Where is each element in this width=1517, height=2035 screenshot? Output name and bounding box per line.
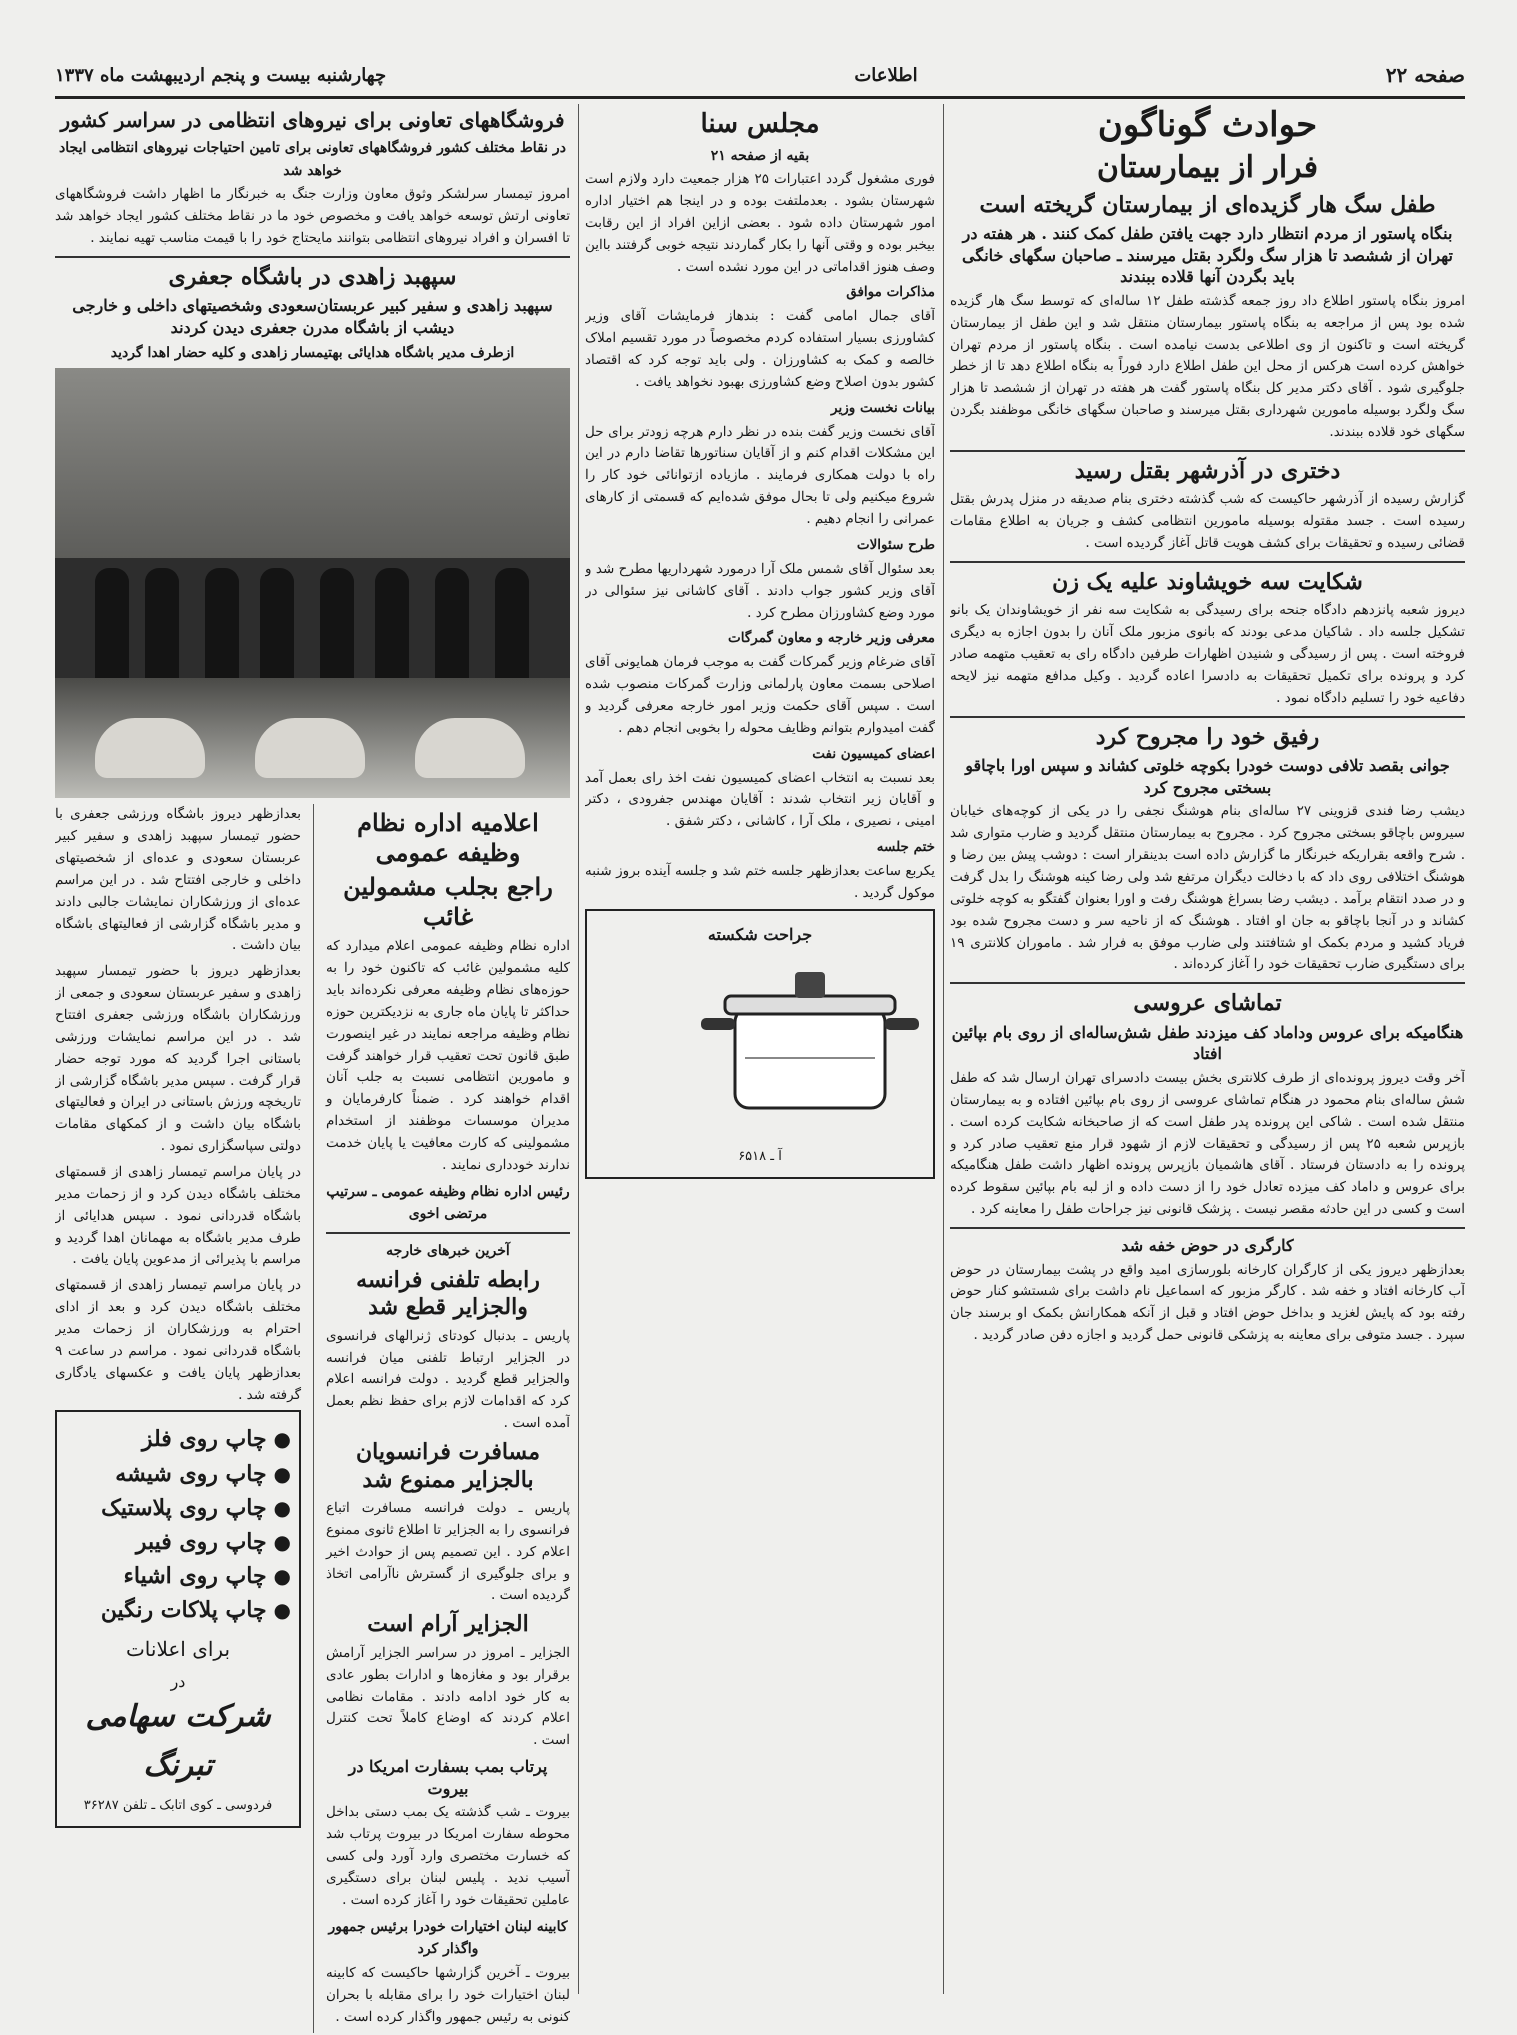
divider xyxy=(950,1227,1465,1229)
ad-address: فردوسی ـ کوی اتابک ـ تلفن ۳۶۲۸۷ xyxy=(83,1797,273,1813)
headline-notice: اعلامیه اداره نظام وظیفه عمومی xyxy=(357,808,539,868)
article-body: پاریس ـ دولت فرانسه مسافرت اتباع فرانسوی را به الجزایر تا اطلاع ثانوی ممنوع اعلام کرد . این تصمیم پس از حوادث اخیر و برای جلوگیری از گسترش ناآرامی اتخاذ گردیده است . xyxy=(325,1500,570,1604)
article-body: بعدازظهر دیروز یکی از کارگران کارخانه بلورسازی امید واقع در پشت بیمارستان در حوض آب کارخانه افتاد و خفه شد . کارگر مزبور که اسماعیل نام داشت برای شستشو کنار حوض رفته بود که پایش لغزید و بداخل حوض افتاد و قبل از آنکه همکارانش بکمک او برسند جان سپرد . جسد متوفی برای معاینه به پزشکی قانونی حمل گردید و اجازه دفن صادر گردید . xyxy=(950,1261,1465,1344)
newspaper-name: اطلاعات xyxy=(854,64,918,86)
headline-wedding: تماشای عروسی xyxy=(1133,990,1282,1017)
club-photo xyxy=(55,368,570,798)
divider xyxy=(326,1232,570,1234)
article-body: امروز تیمسار سرلشکر وثوق معاون وزارت جنگ به خبرنگار ما اظهار داشت فروشگاههای تعاونی ارتش توسعه خواهد یافت و مخصوص خود ما در نقاط مختلف کشور ایجاد خواهد شد تا افسران و افراد نیروهای انتظامی بتوانند مایحتاج خود را با قیمت مناسب تهیه نمایند . xyxy=(55,186,570,247)
article-body: دیشب رضا فندی قزوینی ۲۷ ساله‌ای بنام هوشنگ نجفی را در یکی از کوچه‌های خیابان سیروس باچاقو بسختی مجروح کرد . مجروح به بیمارستان منتقل گردید و ضارب متواری شد . شرح واقعه بقراریکه خبرنگار ما گزارش داده است بدینقرار است : دوشب پیش بین رضا و هوشنگ اختلافی روی داد که با دخالت دیگران مرتفع شد ولی رضا کینه هوشنگ را بدل گرفت و در صدد انتقام برآمد . دیشب رضا بسراغ هوشنگ رفت و اورا بعنوان گفتگو به کوچه خلوتی کشاند و در آنجا باچاقو به جان او افتاد . هوشنگ که از ناحیه سر و دست مجروح شده بود فریاد کشید و مردم بکمک او شتافتند ولی ضارب موفق به فرار شد . ماموران کلانتری ۱۹ برای دستگیری ضارب تحقیقات خود را آغاز کرده‌اند . xyxy=(950,803,1465,973)
foreign-news-label: آخرین خبرهای خارجه xyxy=(386,1243,510,1260)
headline-sub: سپهبد زاهدی و سفیر کبیر عربستان‌سعودی وشخصیتهای داخلی و خارجی دیشب از باشگاه مدرن جعفری دیدن کردند xyxy=(72,296,553,338)
signature: رئیس اداره نظام وظیفه عمومی ـ سرتیپ مرتضی اخوی xyxy=(326,1183,570,1223)
ad-in: در xyxy=(170,1672,186,1692)
headline-coop: فروشگاههای تعاونی برای نیروهای انتظامی در سراسر کشور xyxy=(60,108,565,132)
article-body: بیروت ـ شب گذشته یک بمب دستی بداخل محوطه سفارت امریکا در بیروت پرتاب شد که خسارت مختصری وارد آورد ولی کسی آسیب ندید . پلیس لبنان برای دستگیری عاملین تحقیقات خود را آغاز کرده است . xyxy=(325,1804,570,1908)
column-incidents xyxy=(950,104,1465,1351)
subhead: معرفی وزیر خارجه و معاون گمرگات xyxy=(728,630,935,647)
article-body: بعدازظهر دیروز با حضور تیمسار سپهبد زاهدی و سفیر عربستان سعودی و جمعی از ورزشکاران باشگاه ورزشی جعفری افتتاح شد . در این مراسم نمایشات ورزشی باستانی اجرا گردید که مورد توجه حضار قرار گرفت . سپس مدیر باشگاه گزارشی از تاریخچه ورزش باستانی در ایران و فعالیتهای باشگاه بیان داشت و از کمکهای مقامات دولتی سپاسگزاری نمود . xyxy=(55,963,301,1155)
ad-item: ● چاپ پلاکات رنگین xyxy=(100,1596,291,1623)
ad-for: برای اعلانات xyxy=(125,1637,231,1662)
ad-brand: شرکت سهامی تبرنگ xyxy=(85,1699,271,1784)
column-senate xyxy=(585,104,935,1183)
subhead: ختم جلسه xyxy=(876,839,935,856)
article-body: اداره نظام وظیفه عمومی اعلام میدارد که کلیه مشمولین غائب که تاکنون خود را به حوزه‌های نظام وظیفه معرفی نکرده‌اند باید حداکثر تا پایان ماه جاری به نزدیکترین حوزه نظام وظیفه مراجعه نمایند در غیر اینصورت طبق قانون تحت تعقیب قرار خواهند گرفت و مامورین انتظامی نسبت به جلب آنان اقدام خواهند کرد . ضمناً کارفرمایان و مدیران موسسات موظفند از استخدام مشمولینی که کارت معافیت یا پایان خدمت ندارند خودداری نمایند . xyxy=(325,938,570,1173)
divider xyxy=(950,450,1465,452)
headline-travel: مسافرت فرانسویان بالجزایر ممنوع شد xyxy=(355,1439,540,1493)
article-body: الجزایر ـ امروز در سراسر الجزایر آرامش برقرار بود و مغازه‌ها و ادارات بطور عادی به کار خود ادامه دادند . مقامات نظامی اعلام کردند که اوضاع کاملاً تحت کنترل است . xyxy=(325,1644,570,1749)
ad-item: ● چاپ روی فلز xyxy=(141,1426,291,1453)
masthead-rule xyxy=(55,96,1465,99)
ad-list xyxy=(65,1422,291,1627)
article-body: بیروت ـ آخرین گزارشها حاکیست که کابینه لبنان اختیارات خود را برای مقابله با بحران کنونی به رئیس جمهور واگذار کرده است . xyxy=(325,1964,570,2025)
headline-deck: بنگاه پاستور از مردم انتظار دارد جهت یافتن طفل کمک کنند . هر هفته در تهران از ششصد تا هزار سگ ولگرد بقتل میرسند ـ صاحبان سگهای خانگی باید بگردن آنها قلاده ببندند xyxy=(962,224,1453,287)
column-left xyxy=(55,104,570,2033)
sub-column-left xyxy=(55,804,301,2032)
divider xyxy=(55,256,570,258)
pressure-cooker-ad xyxy=(585,909,935,1180)
section-title: مجلس سنا xyxy=(700,109,820,139)
headline-note: ازطرف مدیر باشگاه هدایائی بهتیمسار زاهدی و کلیه حضار اهدا گردید xyxy=(110,344,515,361)
subhead: مذاکرات موافق xyxy=(846,284,935,301)
ad-item: ● چاپ روی اشیاء xyxy=(123,1562,291,1589)
ad-code: آ ـ ۶۵۱۸ xyxy=(738,1149,782,1165)
headline-sub: هنگامیکه برای عروس وداماد کف میزدند طفل شش‌ساله‌ای از روی بام بپائین افتاد xyxy=(951,1022,1464,1064)
article-body: دیروز شعبه پانزدهم دادگاه جنحه برای رسیدگی به شکایت سه نفر از خویشاوندان یک بانو تشکیل جلسه داد . شاکیان مدعی بودند که بانوی مزبور ملک آنان را بدون اجازه به دیگری فروخته است . پس از رسیدگی و شنیدن اظهارات طرفین دادگاه رای به تعقیب متهمه صادر کرد و پرونده برای تکمیل تحقیقات به دادسرا اعاده گردید . وکیل مدافع متهمه نیز لایحه دفاعیه خود را تسلیم دادگاه نمود . xyxy=(950,602,1465,706)
column-rule xyxy=(578,104,579,1994)
article-body: در پایان مراسم تیمسار زاهدی از قسمتهای مختلف باشگاه دیدن کرد و از زحمات مدیر باشگاه قدردانی نمود . سپس هدایائی از طرف مدیر باشگاه به مهمانان اهدا گردید و مراسم با پذیرائی از مدعوین پایان یافت . xyxy=(55,1164,301,1268)
article-body: فوری مشغول گردد اعتبارات ۲۵ هزار جمعیت دارد ولازم است شهرستان بشود . بعدملتفت بوده و در اینجا هم اختیار اداره امور شهرستان داده شود . بعضی ازاین افراد از این رقابت بیخبر بوده و وقتی آنها را بکار گماردند نتیجه خوبی گرفتند بااین وصف هنوز اقداماتی در این مورد نشده است . xyxy=(585,171,935,275)
pressure-cooker-icon xyxy=(695,958,925,1128)
headline-sub: جوانی بقصد تلافی دوست خودرا بکوچه خلوتی کشاند و سپس اورا باچاقو بسختی مجروح کرد xyxy=(965,756,1450,797)
article-body: امروز بنگاه پاستور اطلاع داد روز جمعه گذشته طفل ۱۲ ساله‌ای که توسط سگ هار گزیده شده بود پس از مراجعه به بنگاه پاستور بیمارستان منتقل شد و این طفل از بیمارستان گریخته است و تاکنون از وی اطلاعی بدست نیامده است . بنگاه پاستور از مردم تهران خواهش کرده است هرکس از محل این طفل اطلاع دارد فوراً به بنگاه اطلاع دهد تا از خطر جلوگیری شود . آقای دکتر مدیر کل بنگاه پاستور گفت هر هفته در تهران از ششصد تا هزار سگ ولگرد بوسیله مامورین شهرداری بقتل میرسند و صاحبان سگهای خانگی موظفند بگردن سگهای خود قلاده ببندند. xyxy=(950,292,1465,441)
section-title: حوادث گوناگون xyxy=(1097,105,1318,145)
article-body: بعدازظهر دیروز باشگاه ورزشی جعفری با حضور تیمسار سپهبد زاهدی و سفیر کبیر عربستان سعودی و عده‌ای از شخصیتهای داخلی و خارجی افتتاح شد . در این مراسم عده‌ای از ورزشکاران نمایشات جالبی دادند و مدیر باشگاه گزارشی از فعالیتهای باشگاه بیان داشت . xyxy=(55,806,301,954)
ad-item: ● چاپ روی فیبر xyxy=(135,1528,291,1555)
printing-ad xyxy=(55,1410,301,1827)
headline-escape: فرار از بیمارستان xyxy=(1096,150,1319,186)
article-body: یکربع ساعت بعدازظهر جلسه ختم شد و جلسه آینده بروز شنبه موکول گردید . xyxy=(585,862,935,901)
subhead: طرح سئوالات xyxy=(856,536,935,553)
ad-item: ● چاپ روی شیشه xyxy=(115,1460,291,1487)
sub-column-right xyxy=(326,804,570,2032)
headline-sub: طفل سگ هار گزیده‌ای از بیمارستان گریخته است xyxy=(979,191,1436,218)
article-body: بعد سئوال آقای شمس ملک آرا درمورد شهرداریها مطرح شد و آقای وزیر کشور جواب دادند . آقای کاشانی نیز سئوالی در مورد وضع کشاورزان مطرح کرد . xyxy=(585,560,935,621)
column-rule xyxy=(943,104,944,1994)
headline-algeria: رابطه تلفنی فرانسه والجزایر قطع شد xyxy=(356,1266,540,1321)
article-body: گزارش رسیده از آذرشهر حاکیست که شب گذشته دختری بنام صدیقه در منزل پدرش بقتل رسیده است . جسد مقتوله بوسیله مامورین انتظامی کشف و جریان به اطلاع مقامات قضائی رسیده و تحقیقات برای کشف هویت قاتل آغاز گردیده است . xyxy=(950,491,1465,552)
article-body: آقای ضرغام وزیر گمرکات گفت به موجب فرمان همایونی آقای اصلاحی بسمت معاون پارلمانی وزارت گمرکات منصوب شده است . سپس آقای حکمت وزیر امور خارجه معرفی گردید و گفت امیدوارم بتوانم وظایف محوله را بخوبی انجام دهم . xyxy=(585,654,935,736)
article-body: بعد نسبت به انتخاب اعضای کمیسیون نفت اخذ رای بعمل آمد و آقایان زیر انتخاب شدند : آقایان مهندس جفرودی ، دکتر امینی ، نصیری ، ملک آرا ، کاشانی ، دکتر شفق . xyxy=(585,769,935,830)
headline-notice-sub: راجع بجلب مشمولین غائب xyxy=(343,872,553,932)
continued-note: بقیه از صفحه ۲۱ xyxy=(710,147,810,164)
divider xyxy=(950,716,1465,718)
divider xyxy=(950,982,1465,984)
page-number: صفحه ۲۲ xyxy=(1385,63,1465,87)
headline-murder: دختری در آذرشهر بقتل رسید xyxy=(1074,457,1341,484)
headline-sub: در نقاط مختلف کشور فروشگاههای تعاونی برای تامین احتیاجات نیروهای انتظامی ایجاد خواهد شد xyxy=(59,140,566,179)
headline-beirut: پرتاب بمب بسفارت امریکا در بیروت xyxy=(348,1757,548,1798)
headline-lebanon: کابینه لبنان اختیارات خودرا برئیس جمهور واگذار کرد xyxy=(328,1918,568,1958)
divider xyxy=(950,561,1465,563)
headline-stabbing: رفیق خود را مجروح کرد xyxy=(1095,723,1320,750)
article-body: آقای نخست وزیر گفت بنده در نظر دارم هرچه زودتر برای حل این مشکلات اقدام کنم و از آقایان سناتورها تقاضا دارم در این راه با دولت همکاری فرمایند . مازیاده ازتوانائی خود کار را شروع میکنیم ولی تا بحال موفق شده‌ایم که قسمتی از کارهای عمرانی را انجام دهیم . xyxy=(585,423,935,528)
headline-complaint: شکایت سه خویشاوند علیه یک زن xyxy=(1052,568,1363,595)
issue-date: چهارشنبه بیست و پنجم اردیبهشت ماه ۱۳۳۷ xyxy=(55,64,387,86)
article-body: آقای جمال امامی گفت : بندهاز فرمایشات آقای وزیر کشاورزی بسیار استفاده کردم مخصوصاً در مورد تقسیم املاک خالصه و کمک به کشاورزان . ولی باید توجه کرد که اقتصاد کشور بدون اصلاح وضع کشاورزی بهبود نخواهد یافت . xyxy=(585,308,935,390)
headline-club: سپهبد زاهدی در باشگاه جعفری xyxy=(168,263,457,290)
column-rule xyxy=(313,804,314,2032)
ad-item: ● چاپ روی پلاستیک xyxy=(101,1494,291,1521)
headline-calm: الجزایر آرام است xyxy=(367,1611,529,1638)
subhead: بیانات نخست وزیر xyxy=(831,399,935,416)
headline-drowning: کارگری در حوض خفه شد xyxy=(1121,1236,1294,1256)
subhead: اعضای کمیسیون نفت xyxy=(812,745,935,762)
masthead xyxy=(55,58,1465,92)
article-body: آخر وقت دیروز پرونده‌ای از طرف کلانتری بخش بیست دادسرای تهران ارسال شد که طفل شش ساله‌ای بنام محمود در هنگام تماشای عروسی از روی بام بپائین افتاده و به بیمارستان منتقل شده است . شاکی این پرونده پدر طفل است که از صاحبخانه شکایت کرده است . بازپرس شعبه ۲۵ پس از رسیدگی و تحقیقات لازم از شهود قرار منع تعقیب صادر کرد و پرونده را به دادستان فرستاد . آقای هاشمیان بازپرس پرونده اظهار داشت طفل هنگامیکه برای عروس و داماد کف میزده تعادل خود را از دست داده و از لبه بام بپائین سقوط کرده است و کسی در این حادثه مقصر نیست . پزشک قانونی نیز جراحات طفل را معاینه کرد . xyxy=(950,1070,1465,1218)
ad-title: جراحت شکسته xyxy=(707,924,813,944)
article-body: در پایان مراسم تیمسار زاهدی از قسمتهای مختلف باشگاه دیدن کرد و بعد از ادای احترام به ورزشکاران از زحمات مدیر باشگاه قدردانی نمود . مراسم در ساعت ۹ بعدازظهر پایان یافت و عکسهای یادگاری گرفته شد . xyxy=(55,1277,301,1403)
article-body: پاریس ـ بدنبال کودتای ژنرالهای فرانسوی در الجزایر ارتباط تلفنی میان فرانسه والجزایر قطع گردید . دولت فرانسه اعلام کرد که اقدامات لازم برای حفظ نظم بعمل آمده است . xyxy=(325,1327,570,1432)
